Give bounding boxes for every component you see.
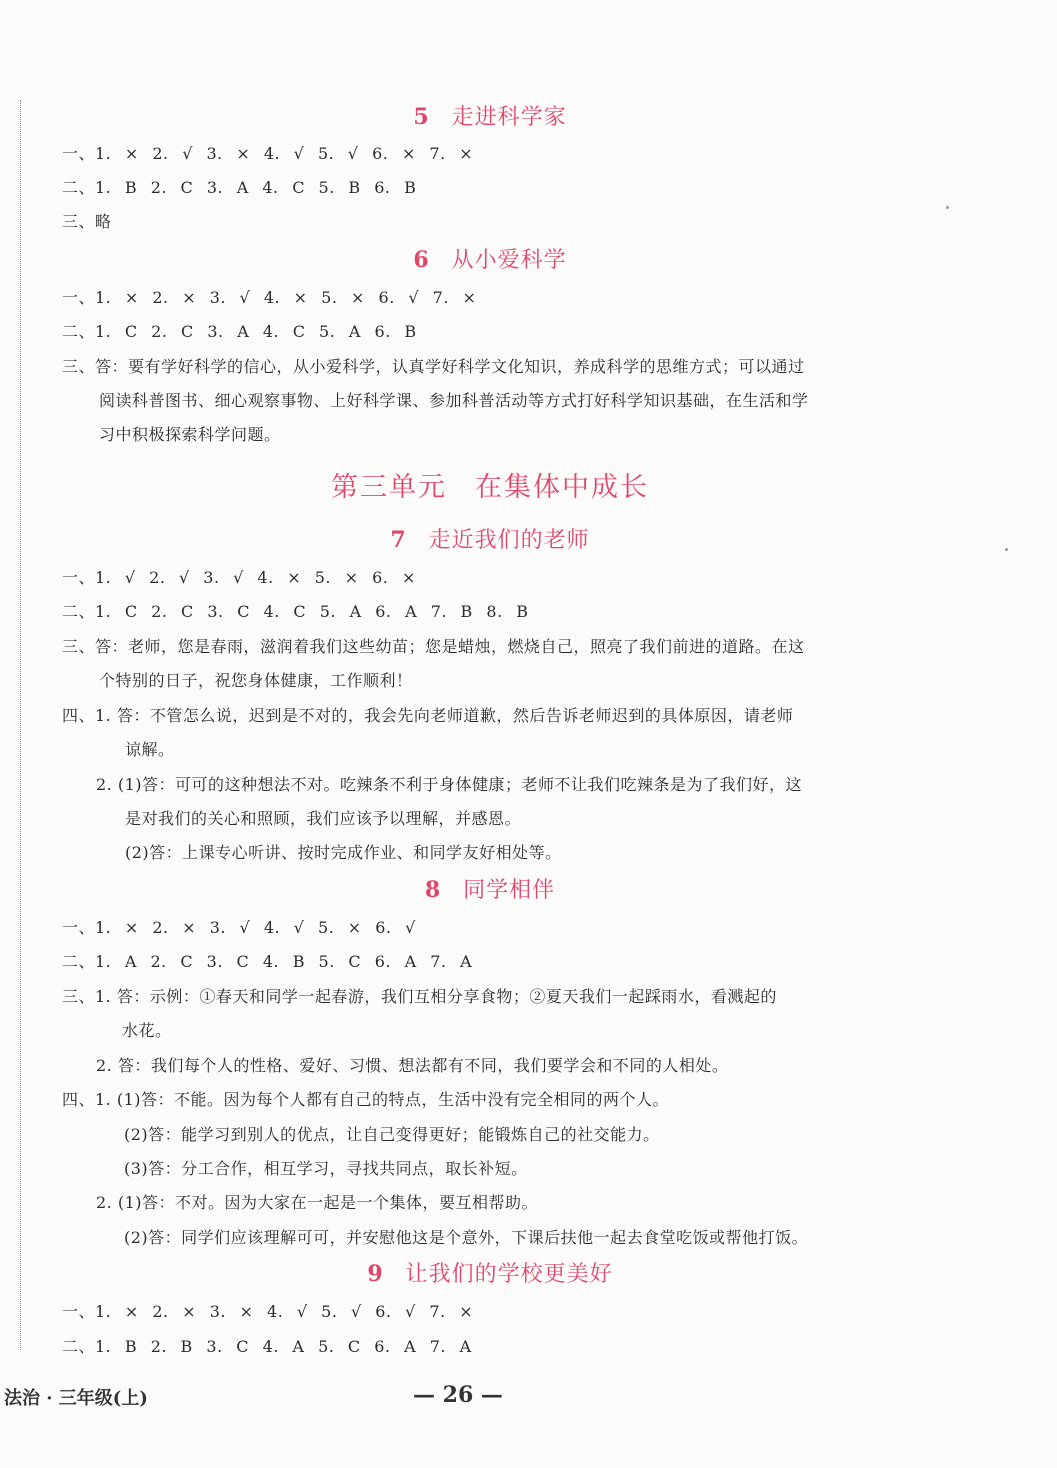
answer-line: 四、1. (1)答：不能。因为每个人都有自己的特点，生活中没有完全相同的两个人。 <box>62 1090 670 1109</box>
answer-line: 是对我们的关心和照顾，我们应该予以理解，并感恩。 <box>125 809 522 828</box>
answer-line: (2)答：能学习到别人的优点，让自己变得更好；能锻炼自己的社交能力。 <box>124 1125 660 1144</box>
answer-line: 2. (1)答：不对。因为大家在一起是一个集体，要互相帮助。 <box>96 1193 539 1212</box>
answer-line: 二、1. C 2. C 3. A 4. C 5. A 6. B <box>62 322 417 341</box>
scan-speck <box>946 206 949 209</box>
answer-line: 三、1. 答：示例：①春天和同学一起春游，我们互相分享食物；②夏天我们一起踩雨水，看溅起的 <box>62 987 777 1006</box>
section-heading-9: 9 让我们的学校更美好 <box>367 1261 613 1287</box>
section-heading-6: 6 从小爱科学 <box>413 247 567 273</box>
answer-line: 四、1. 答：不管怎么说，迟到是不对的，我会先向老师道歉，然后告诉老师迟到的具体原因，请老师 <box>62 706 794 725</box>
footer-subject: 法治 · 三年级(上) <box>4 1388 148 1409</box>
scan-speck <box>1005 548 1008 551</box>
answer-line: (2)答：同学们应该理解可可，并安慰他这是个意外，下课后扶他一起去食堂吃饭或帮他打饭。 <box>124 1228 809 1247</box>
answer-line: 一、1. × 2. √ 3. × 4. √ 5. √ 6. × 7. × <box>62 144 474 163</box>
binding-margin-line <box>20 100 21 1350</box>
answer-line: 二、1. A 2. C 3. C 4. B 5. C 6. A 7. A <box>62 952 473 971</box>
answer-line: 一、1. × 2. × 3. × 4. √ 5. √ 6. √ 7. × <box>62 1302 474 1321</box>
section-heading-5: 5 走进科学家 <box>413 104 567 130</box>
answer-line: 水花。 <box>122 1021 172 1040</box>
section-heading-7: 7 走近我们的老师 <box>390 527 590 553</box>
answer-line: 二、1. B 2. B 3. C 4. A 5. C 6. A 7. A <box>62 1337 472 1356</box>
answer-line: 二、1. C 2. C 3. C 4. C 5. A 6. A 7. B 8. B <box>62 602 529 621</box>
answer-line: (3)答：分工合作，相互学习，寻找共同点，取长补短。 <box>124 1159 528 1178</box>
answer-line: 个特别的日子，祝您身体健康，工作顺利！ <box>99 671 413 690</box>
page-number: — 26 — <box>413 1382 503 1408</box>
answer-line: 二、1. B 2. C 3. A 4. C 5. B 6. B <box>62 178 417 197</box>
answer-line: 一、1. × 2. × 3. √ 4. √ 5. × 6. √ <box>62 918 416 937</box>
answer-line: 阅读科普图书、细心观察事物、上好科学课、参加科普活动等方式打好科学知识基础，在生活和学 <box>99 391 809 410</box>
answer-line: 谅解。 <box>125 740 175 759</box>
answer-line: 一、1. √ 2. √ 3. √ 4. × 5. × 6. × <box>62 568 416 587</box>
answer-line: 2. 答：我们每个人的性格、爱好、习惯、想法都有不同，我们要学会和不同的人相处。 <box>96 1056 729 1075</box>
unit-title: 第三单元 在集体中成长 <box>331 472 649 503</box>
answer-line: 三、答：要有学好科学的信心，从小爱科学，认真学好科学文化知识，养成科学的思维方式；可以通过 <box>62 357 805 376</box>
section-heading-8: 8 同学相伴 <box>424 877 556 903</box>
answer-line: 三、答：老师，您是春雨，滋润着我们这些幼苗；您是蜡烛，燃烧自己，照亮了我们前进的道路。在这 <box>62 637 805 656</box>
answer-line: 三、略 <box>62 212 112 231</box>
answer-line: 2. (1)答：可可的这种想法不对。吃辣条不利于身体健康；老师不让我们吃辣条是为了我们好，这 <box>96 775 803 794</box>
answer-line: (2)答：上课专心听讲、按时完成作业、和同学友好相处等。 <box>125 843 562 862</box>
answer-line: 习中积极探索科学问题。 <box>99 425 281 444</box>
answer-line: 一、1. × 2. × 3. √ 4. × 5. × 6. √ 7. × <box>62 288 477 307</box>
